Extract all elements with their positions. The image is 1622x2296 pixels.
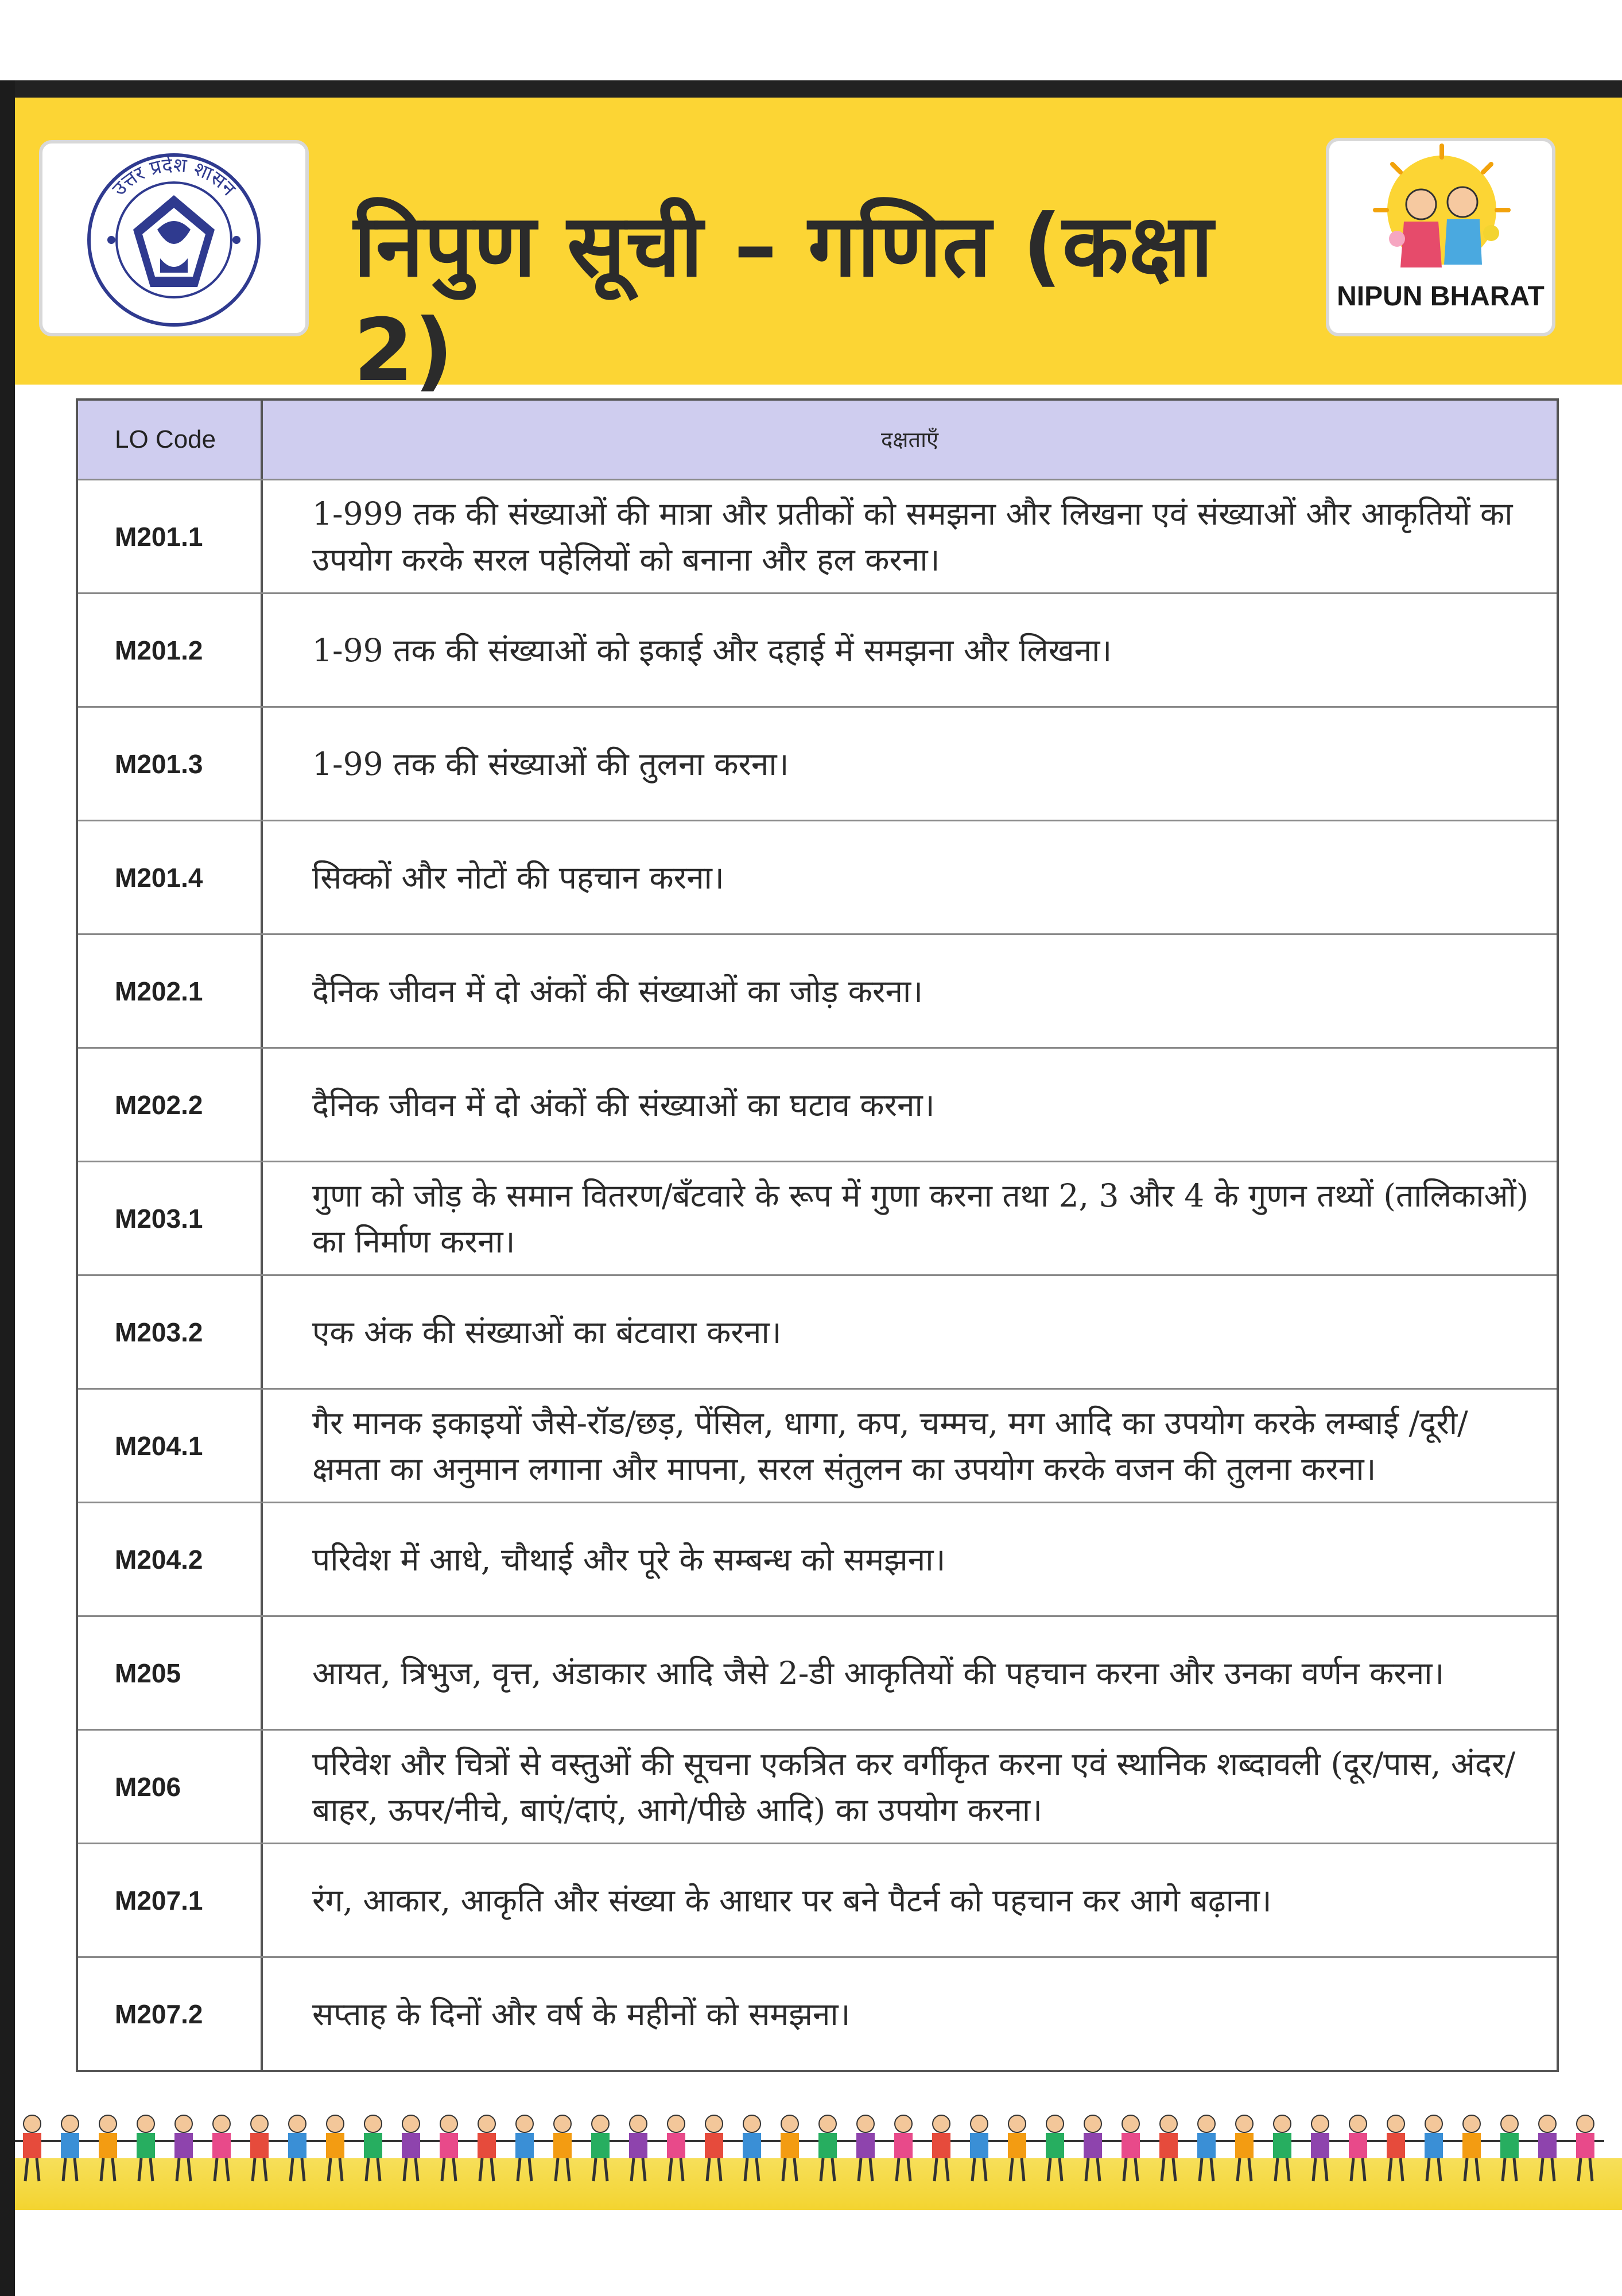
table-row (78, 1388, 1557, 1502)
lo-code: M205 (78, 1617, 263, 1729)
child-figure-icon (430, 2115, 468, 2181)
up-logo-text: उत्तर प्रदेश शासन (107, 153, 240, 201)
lo-code: M201.1 (78, 480, 263, 592)
table-row (78, 1502, 1557, 1615)
header-lo-code: LO Code (78, 401, 263, 479)
child-figure-icon (809, 2115, 847, 2181)
left-border (0, 80, 15, 2296)
nipun-logo-text: NIPUN BHARAT (1337, 281, 1545, 312)
lo-code: M204.1 (78, 1390, 263, 1502)
lo-table (76, 398, 1559, 2072)
skill-description: 1-99 तक की संख्याओं को इकाई और दहाई में समझना और लिखना। (312, 631, 1112, 669)
table-row (78, 820, 1557, 933)
child-figure-icon (1188, 2115, 1225, 2181)
child-figure-icon (1263, 2115, 1301, 2181)
child-figure-icon (278, 2115, 316, 2181)
child-figure-icon (922, 2115, 960, 2181)
child-figure-icon (733, 2115, 771, 2181)
table-row (78, 1843, 1557, 1956)
child-figure-icon (998, 2115, 1036, 2181)
lo-code: M204.2 (78, 1503, 263, 1615)
skill-description: परिवेश में आधे, चौथाई और पूरे के सम्बन्ध को समझना। (312, 1541, 946, 1578)
skill-description: गैर मानक इकाइयों जैसे-रॉड/छड़, पेंसिल, धागा, कप, चम्मच, मग आदि का उपयोग करके लम्बाई /दूरी/क्षमता का अनुमान लगाना और मापना, सरल संतुलन का उपयोग करके वजन की तुलना करना। (312, 1404, 1468, 1487)
child-figure-icon (544, 2115, 581, 2181)
child-figure-icon (127, 2115, 165, 2181)
skill-description: दैनिक जीवन में दो अंकों की संख्याओं का जोड़ करना। (312, 972, 923, 1010)
child-figure-icon (1528, 2115, 1566, 2181)
child-figure-icon (1150, 2115, 1188, 2181)
header-skills: दक्षताएँ (881, 427, 938, 452)
nipun-bharat-logo (1326, 138, 1555, 336)
page-header (15, 98, 1622, 401)
lo-code: M206 (78, 1731, 263, 1843)
lo-code: M201.2 (78, 594, 263, 706)
skill-description: दैनिक जीवन में दो अंकों की संख्याओं का घटाव करना। (312, 1086, 935, 1123)
lo-code: M201.3 (78, 708, 263, 820)
child-figure-icon (657, 2115, 695, 2181)
child-figure-icon (695, 2115, 733, 2181)
skill-description: 1-999 तक की संख्याओं की मात्रा और प्रतीकों को समझना और लिखना एवं संख्याओं और आकृतियों का उपयोग करके सरल पहेलियों को बनाना और हल करना। (312, 495, 1513, 578)
table-row (78, 479, 1557, 592)
table-row (78, 933, 1557, 1047)
child-figure-icon (89, 2115, 127, 2181)
lo-code: M201.4 (78, 821, 263, 933)
child-figure-icon (506, 2115, 544, 2181)
child-figure-icon (165, 2115, 203, 2181)
child-figure-icon (316, 2115, 354, 2181)
skill-description: परिवेश और चित्रों से वस्तुओं की सूचना एकत्रित कर वर्गीकृत करना एवं स्थानिक शब्दावली (दूर/पास, अंदर/बाहर, ऊपर/नीचे, बाएं/दाएं, आगे/पीछे आदि) का उपयोग करना। (312, 1745, 1516, 1828)
skill-description: 1-99 तक की संख्याओं की तुलना करना। (312, 745, 789, 782)
lo-code: M203.2 (78, 1276, 263, 1388)
child-figure-icon (1566, 2115, 1604, 2181)
child-figure-icon (1339, 2115, 1377, 2181)
child-figure-icon (468, 2115, 506, 2181)
child-figure-icon (392, 2115, 430, 2181)
lo-code: M203.1 (78, 1162, 263, 1274)
up-emblem-icon (42, 144, 305, 333)
child-figure-icon (1036, 2115, 1074, 2181)
lo-code: M207.1 (78, 1844, 263, 1956)
skill-description: आयत, त्रिभुज, वृत्त, अंडाकार आदि जैसे 2-डी आकृतियों की पहचान करना और उनका वर्णन करना। (312, 1654, 1445, 1692)
up-government-logo (39, 140, 309, 336)
table-row (78, 1047, 1557, 1161)
top-border (0, 80, 1622, 98)
child-figure-icon (1491, 2115, 1528, 2181)
child-figure-icon (203, 2115, 240, 2181)
lo-code: M202.1 (78, 935, 263, 1047)
child-figure-icon (960, 2115, 998, 2181)
child-figure-icon (15, 2115, 51, 2181)
child-figure-icon (847, 2115, 884, 2181)
child-figure-icon (354, 2115, 392, 2181)
lo-code: M202.2 (78, 1049, 263, 1161)
table-row (78, 1161, 1557, 1274)
child-figure-icon (51, 2115, 89, 2181)
child-figure-icon (1453, 2115, 1491, 2181)
child-figure-icon (581, 2115, 619, 2181)
table-row (78, 706, 1557, 820)
child-figure-icon (1112, 2115, 1150, 2181)
child-figure-icon (619, 2115, 657, 2181)
child-figure-icon (1225, 2115, 1263, 2181)
skill-description: एक अंक की संख्याओं का बंटवारा करना। (312, 1313, 782, 1351)
skill-description: सप्ताह के दिनों और वर्ष के महीनों को समझना। (312, 1995, 851, 2033)
table-header-row (78, 401, 1557, 479)
table-row (78, 1956, 1557, 2070)
skill-description: सिक्कों और नोटों की पहचान करना। (312, 859, 724, 896)
skill-description: रंग, आकार, आकृति और संख्या के आधार पर बने पैटर्न को पहचान कर आगे बढ़ाना। (312, 1882, 1272, 1919)
table-row (78, 1729, 1557, 1843)
child-figure-icon (771, 2115, 809, 2181)
footer-children-strip (15, 2095, 1622, 2210)
children-holding-hands-icon (15, 2095, 1622, 2210)
lo-code: M207.2 (78, 1958, 263, 2070)
child-figure-icon (1377, 2115, 1415, 2181)
page-title: निपुण सूची – गणित (कक्षा 2) (354, 196, 1214, 401)
nipun-children-icon (1329, 141, 1552, 333)
table-row (78, 592, 1557, 706)
skill-description: गुणा को जोड़ के समान वितरण/बँटवारे के रूप में गुणा करना तथा 2, 3 और 4 के गुणन तथ्यों (तालिकाओं) का निर्माण करना। (312, 1177, 1529, 1260)
child-figure-icon (884, 2115, 922, 2181)
child-figure-icon (1074, 2115, 1112, 2181)
table-row (78, 1615, 1557, 1729)
child-figure-icon (1415, 2115, 1453, 2181)
child-figure-icon (240, 2115, 278, 2181)
table-row (78, 1274, 1557, 1388)
child-figure-icon (1301, 2115, 1339, 2181)
